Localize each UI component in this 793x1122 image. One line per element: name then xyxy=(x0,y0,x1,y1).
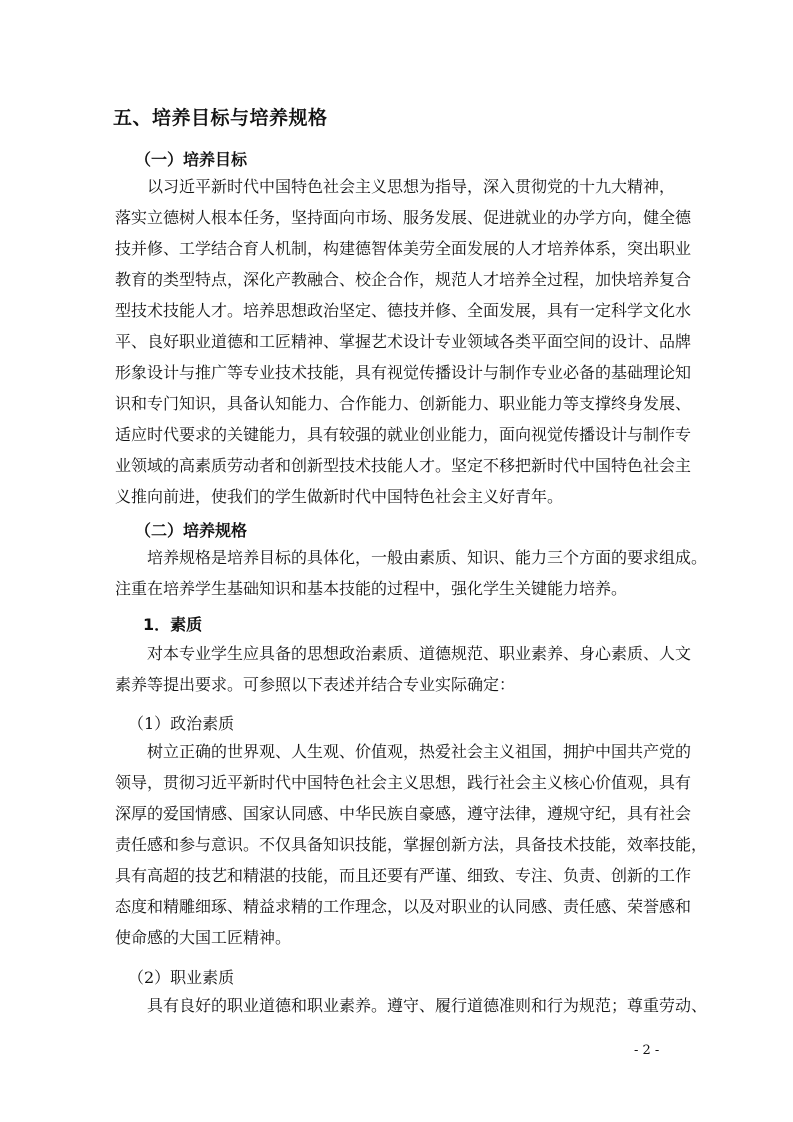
text-line: 落实立德树人根本任务，坚持面向市场、服务发展、促进就业的办学方向，健全德 xyxy=(115,208,692,227)
text-line: 领导，贯彻习近平新时代中国特色社会主义思想，践行社会主义核心价值观，具有 xyxy=(115,773,692,792)
subsection-heading-goals: （一）培养目标 xyxy=(135,150,248,169)
text-line: 型技术技能人才。培养思想政治坚定、德技并修、全面发展，具有一定科学文化水 xyxy=(115,301,692,320)
point-heading-professional: （2）职业素质 xyxy=(128,968,235,987)
text-line: 培养规格是培养目标的具体化，一般由素质、知识、能力三个方面的要求组成。 xyxy=(147,548,708,567)
text-line: 注重在培养学生基础知识和基本技能的过程中，强化学生关键能力培养。 xyxy=(115,579,628,598)
text-line: 适应时代要求的关键能力，具有较强的就业创业能力，面向视觉传播设计与制作专 xyxy=(115,425,692,444)
text-line: 态度和精雕细琢、精益求精的工作理念，以及对职业的认同感、责任感、荣誉感和 xyxy=(115,897,692,916)
page-number: - 2 - xyxy=(634,1043,660,1058)
text-line: 责任感和参与意识。不仅具备知识技能，掌握创新方法，具备技术技能，效率技能， xyxy=(115,835,708,854)
text-line: 树立正确的世界观、人生观、价值观，热爱社会主义祖国，拥护中国共产党的 xyxy=(147,742,692,761)
text-line: 业领域的高素质劳动者和创新型技术技能人才。坚定不移把新时代中国特色社会主 xyxy=(115,456,692,475)
text-line: 具有良好的职业道德和职业素养。遵守、履行道德准则和行为规范；尊重劳动、 xyxy=(147,996,708,1015)
text-line: 平、良好职业道德和工匠精神、掌握艺术设计专业领域各类平面空间的设计、品牌 xyxy=(115,332,692,351)
text-line: 对本专业学生应具备的思想政治素质、道德规范、职业素养、身心素质、人文 xyxy=(147,644,692,663)
point-heading-political: （1）政治素质 xyxy=(128,714,235,733)
text-line: 具有高超的技艺和精湛的技能，而且还要有严谨、细致、专注、负责、创新的工作 xyxy=(115,866,692,885)
text-line: 素养等提出要求。可参照以下表述并结合专业实际确定： xyxy=(115,675,516,694)
text-line: 技并修、工学结合育人机制，构建德智体美劳全面发展的人才培养体系，突出职业 xyxy=(115,239,692,258)
text-line: 使命感的大国工匠精神。 xyxy=(115,928,292,947)
text-line: 深厚的爱国情感、国家认同感、中华民族自豪感，遵守法律，遵规守纪，具有社会 xyxy=(115,804,692,823)
section-heading: 五、培养目标与培养规格 xyxy=(113,107,328,129)
text-line: 形象设计与推广等专业技术技能，具有视觉传播设计与制作专业必备的基础理论知 xyxy=(115,363,692,382)
subsection-heading-specs: （二）培养规格 xyxy=(135,521,248,540)
text-line: 义推向前进，使我们的学生做新时代中国特色社会主义好青年。 xyxy=(115,487,564,506)
text-line: 识和专门知识，具备认知能力、合作能力、创新能力、职业能力等支撑终身发展、 xyxy=(115,394,692,413)
item-heading-quality: 1．素质 xyxy=(143,615,203,634)
text-line: 教育的类型特点，深化产教融合、校企合作，规范人才培养全过程，加快培养复合 xyxy=(115,270,692,289)
text-line: 以习近平新时代中国特色社会主义思想为指导，深入贯彻党的十九大精神， xyxy=(147,177,676,196)
